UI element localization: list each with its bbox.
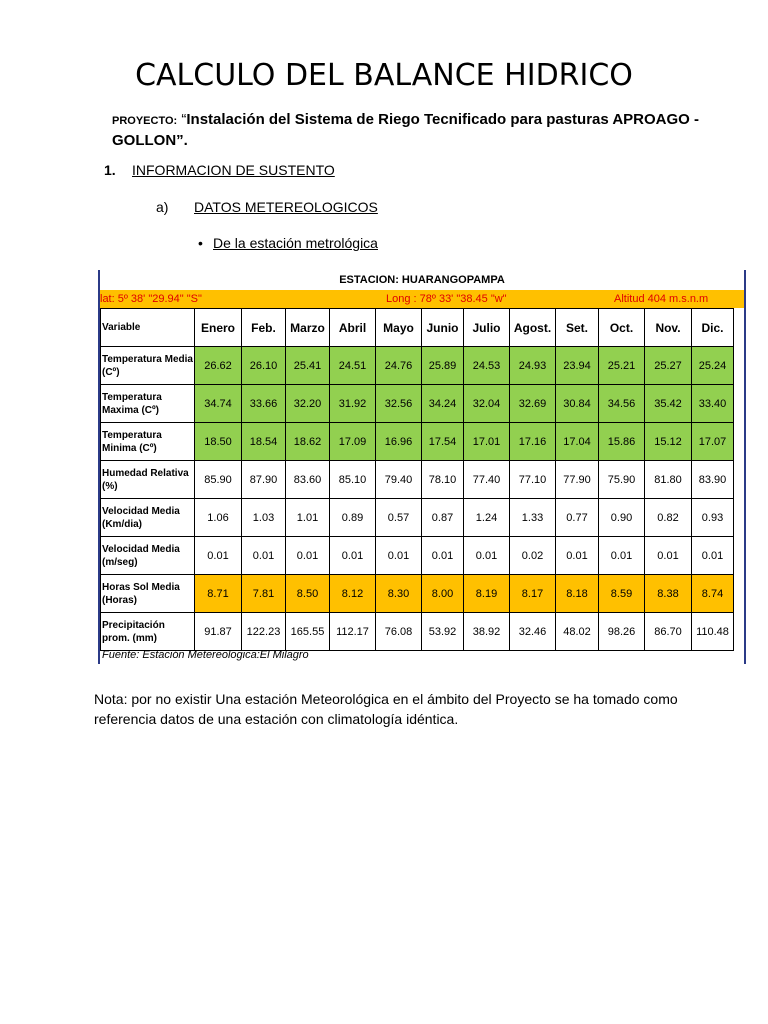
- table-cell: 98.26: [599, 613, 645, 651]
- table-cell: 77.90: [556, 461, 599, 499]
- weather-data-table: [100, 308, 734, 651]
- header-month: Oct.: [599, 309, 645, 347]
- section-heading-1: [104, 162, 335, 178]
- table-cell: 24.76: [376, 347, 422, 385]
- table-cell: 32.20: [286, 385, 330, 423]
- bullet-label: De la estación metrológica: [213, 235, 378, 251]
- table-cell: 34.24: [422, 385, 464, 423]
- note-paragraph: Nota: por no existir Una estación Meteorológica en el ámbito del Proyecto se ha tomado como referencia datos de una estación con climatología idéntica.: [94, 691, 678, 727]
- table-cell: 0.77: [556, 499, 599, 537]
- table-cell: 34.74: [195, 385, 242, 423]
- section-title: INFORMACION DE SUSTENTO: [132, 162, 335, 178]
- project-label: PROYECTO:: [112, 115, 178, 127]
- table-cell: 122.23: [242, 613, 286, 651]
- table-cell: 83.90: [692, 461, 734, 499]
- table-cell: 1.06: [195, 499, 242, 537]
- table-cell: 0.02: [510, 537, 556, 575]
- table-cell: 15.86: [599, 423, 645, 461]
- table-cell: 8.19: [464, 575, 510, 613]
- table-cell: 91.87: [195, 613, 242, 651]
- table-cell: 16.96: [376, 423, 422, 461]
- table-cell: 1.33: [510, 499, 556, 537]
- header-month: Julio: [464, 309, 510, 347]
- table-cell: 0.57: [376, 499, 422, 537]
- table-cell: 86.70: [645, 613, 692, 651]
- table-cell: 8.12: [330, 575, 376, 613]
- header-month: Nov.: [645, 309, 692, 347]
- row-label: Temperatura Media (Cº): [101, 347, 195, 385]
- table-cell: 15.12: [645, 423, 692, 461]
- table-cell: 17.16: [510, 423, 556, 461]
- table-cell: 17.54: [422, 423, 464, 461]
- table-cell: 0.01: [556, 537, 599, 575]
- table-row: [101, 385, 734, 423]
- project-open-quote: “: [181, 111, 187, 128]
- table-cell: 0.87: [422, 499, 464, 537]
- table-cell: 17.01: [464, 423, 510, 461]
- row-label: Temperatura Minima (Cº): [101, 423, 195, 461]
- project-text: Instalación del Sistema de Riego Tecnificado para pasturas APROAGO - GOLLON”.: [112, 111, 700, 149]
- table-cell: 25.41: [286, 347, 330, 385]
- header-variable: Variable: [101, 309, 195, 347]
- table-row: [101, 423, 734, 461]
- table-cell: 24.93: [510, 347, 556, 385]
- table-cell: 112.17: [330, 613, 376, 651]
- table-cell: 35.42: [645, 385, 692, 423]
- section-number: 1.: [104, 162, 116, 178]
- table-cell: 31.92: [330, 385, 376, 423]
- table-row: [101, 537, 734, 575]
- table-cell: 17.07: [692, 423, 734, 461]
- table-cell: 32.69: [510, 385, 556, 423]
- table-cell: 77.40: [464, 461, 510, 499]
- table-cell: 26.62: [195, 347, 242, 385]
- table-cell: 18.62: [286, 423, 330, 461]
- table-source-note: Fuente: Estación Metereologica:El Milagro: [102, 649, 309, 661]
- row-label: Precipitación prom. (mm): [101, 613, 195, 651]
- table-cell: 0.01: [242, 537, 286, 575]
- table-cell: 8.30: [376, 575, 422, 613]
- subsection-heading-a: [156, 199, 378, 215]
- table-cell: 87.90: [242, 461, 286, 499]
- bullet-item: [198, 235, 378, 251]
- row-label: Velocidad Media (m/seg): [101, 537, 195, 575]
- row-label: Horas Sol Media (Horas): [101, 575, 195, 613]
- header-month: Abril: [330, 309, 376, 347]
- header-month: Enero: [195, 309, 242, 347]
- table-cell: 8.38: [645, 575, 692, 613]
- table-cell: 165.55: [286, 613, 330, 651]
- header-month: Marzo: [286, 309, 330, 347]
- table-row: [101, 499, 734, 537]
- latitude: lat: 5º 38' "29.94" "S": [100, 293, 202, 305]
- table-cell: 77.10: [510, 461, 556, 499]
- header-month: Feb.: [242, 309, 286, 347]
- table-cell: 1.24: [464, 499, 510, 537]
- table-cell: 0.01: [599, 537, 645, 575]
- weather-table-block: [98, 270, 746, 664]
- table-cell: 8.59: [599, 575, 645, 613]
- table-cell: 25.27: [645, 347, 692, 385]
- table-cell: 18.50: [195, 423, 242, 461]
- table-cell: 85.90: [195, 461, 242, 499]
- table-cell: 0.01: [464, 537, 510, 575]
- table-cell: 8.71: [195, 575, 242, 613]
- row-label: Temperatura Maxima (Cº): [101, 385, 195, 423]
- header-month: Mayo: [376, 309, 422, 347]
- table-cell: 85.10: [330, 461, 376, 499]
- table-cell: 32.04: [464, 385, 510, 423]
- table-cell: 0.93: [692, 499, 734, 537]
- table-cell: 8.17: [510, 575, 556, 613]
- table-cell: 38.92: [464, 613, 510, 651]
- table-cell: 0.90: [599, 499, 645, 537]
- row-label: Velocidad Media (Km/dia): [101, 499, 195, 537]
- table-cell: 25.24: [692, 347, 734, 385]
- table-cell: 0.01: [286, 537, 330, 575]
- page-title: CALCULO DEL BALANCE HIDRICO: [135, 58, 633, 93]
- header-month: Junio: [422, 309, 464, 347]
- table-cell: 17.09: [330, 423, 376, 461]
- table-cell: 8.18: [556, 575, 599, 613]
- table-row: [101, 347, 734, 385]
- table-cell: 0.01: [422, 537, 464, 575]
- table-cell: 81.80: [645, 461, 692, 499]
- table-cell: 8.00: [422, 575, 464, 613]
- table-cell: 7.81: [242, 575, 286, 613]
- altitude: Altitud 404 m.s.n.m: [614, 293, 709, 305]
- table-header-row: [101, 309, 734, 347]
- table-cell: 8.50: [286, 575, 330, 613]
- table-cell: 24.51: [330, 347, 376, 385]
- table-cell: 0.82: [645, 499, 692, 537]
- table-cell: 33.66: [242, 385, 286, 423]
- bullet-icon: •: [198, 235, 203, 251]
- table-cell: 1.01: [286, 499, 330, 537]
- table-cell: 25.21: [599, 347, 645, 385]
- table-cell: 24.53: [464, 347, 510, 385]
- table-cell: 0.01: [376, 537, 422, 575]
- table-cell: 0.89: [330, 499, 376, 537]
- coordinates-row: [100, 290, 744, 308]
- table-cell: 79.40: [376, 461, 422, 499]
- table-cell: 18.54: [242, 423, 286, 461]
- table-cell: 83.60: [286, 461, 330, 499]
- table-row: [101, 461, 734, 499]
- table-frame-right: [744, 270, 746, 664]
- row-label: Humedad Relativa (%): [101, 461, 195, 499]
- table-cell: 17.04: [556, 423, 599, 461]
- table-cell: 78.10: [422, 461, 464, 499]
- table-cell: 48.02: [556, 613, 599, 651]
- table-cell: 0.01: [330, 537, 376, 575]
- table-cell: 23.94: [556, 347, 599, 385]
- table-cell: 53.92: [422, 613, 464, 651]
- table-cell: 33.40: [692, 385, 734, 423]
- table-cell: 32.46: [510, 613, 556, 651]
- subsection-title: DATOS METEREOLOGICOS: [194, 199, 378, 215]
- table-cell: 0.01: [645, 537, 692, 575]
- table-cell: 0.01: [195, 537, 242, 575]
- project-statement: [112, 110, 712, 151]
- header-month: Agost.: [510, 309, 556, 347]
- table-cell: 26.10: [242, 347, 286, 385]
- longitude: Long : 78º 33' "38.45 "w": [386, 293, 507, 305]
- table-cell: 25.89: [422, 347, 464, 385]
- table-cell: 32.56: [376, 385, 422, 423]
- table-row: [101, 613, 734, 651]
- table-cell: 8.74: [692, 575, 734, 613]
- header-month: Set.: [556, 309, 599, 347]
- table-row: [101, 575, 734, 613]
- table-cell: 76.08: [376, 613, 422, 651]
- table-cell: 75.90: [599, 461, 645, 499]
- subsection-letter: a): [156, 199, 169, 215]
- header-month: Dic.: [692, 309, 734, 347]
- table-cell: 30.84: [556, 385, 599, 423]
- table-cell: 1.03: [242, 499, 286, 537]
- table-cell: 34.56: [599, 385, 645, 423]
- table-cell: 0.01: [692, 537, 734, 575]
- station-name: ESTACION: HUARANGOPAMPA: [339, 274, 505, 286]
- table-cell: 110.48: [692, 613, 734, 651]
